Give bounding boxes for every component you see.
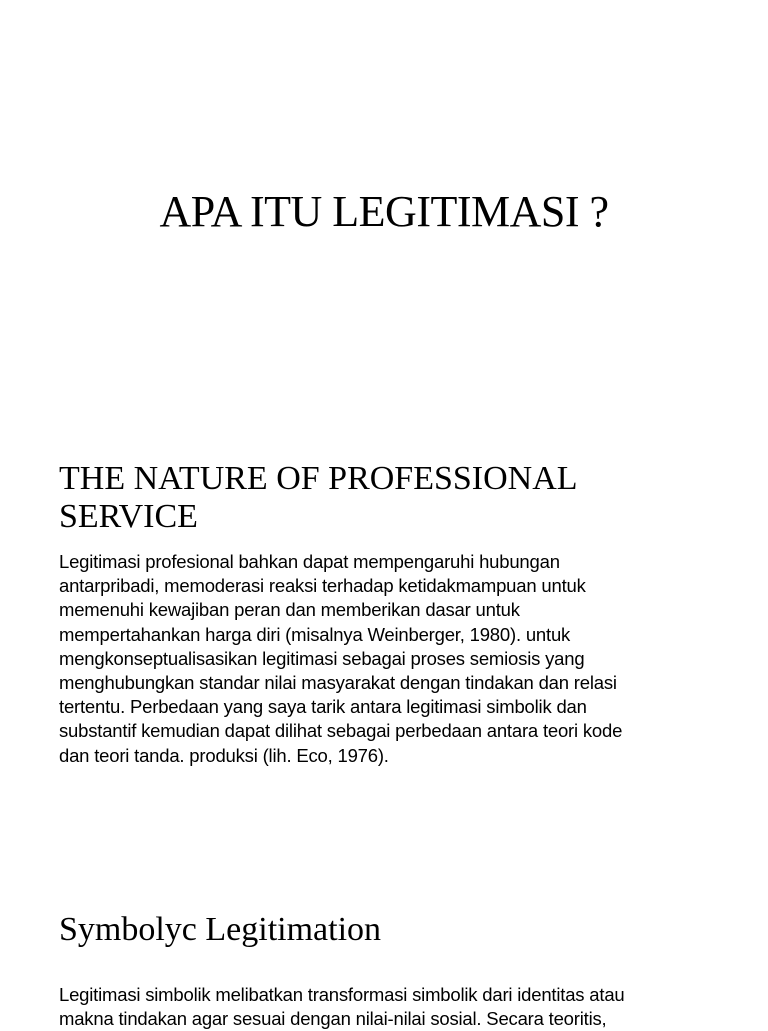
body-line: mengkonseptualisasikan legitimasi sebagai proses semiosis yang (59, 647, 585, 669)
body-line: menghubungkan standar nilai masyarakat dengan tindakan dan relasi (59, 672, 617, 694)
body-line: dan teori tanda. produksi (lih. Eco, 1976). (59, 744, 389, 766)
body-line: tertentu. Perbedaan yang saya tarik antara legitimasi simbolik dan (59, 696, 587, 718)
body-line: makna tindakan agar sesuai dengan nilai-nilai sosial. Secara teoritis, (59, 1008, 607, 1030)
heading-line: THE NATURE OF PROFESSIONAL (59, 460, 578, 497)
body-line: mempertahankan harga diri (misalnya Weinberger, 1980). untuk (59, 623, 571, 645)
section-body-professional-service (59, 550, 719, 768)
section-heading-professional-service (59, 460, 719, 536)
body-line: antarpribadi, memoderasi reaksi terhadap ketidakmampuan untuk (59, 575, 586, 597)
section-heading-symbolic-legitimation (59, 911, 719, 949)
body-line: Legitimasi simbolik melibatkan transformasi simbolik dari identitas atau (59, 984, 625, 1005)
body-line: substantif kemudian dapat dilihat sebagai perbedaan antara teori kode (59, 720, 623, 742)
body-line: memenuhi kewajiban peran dan memberikan dasar untuk (59, 599, 520, 621)
heading-line: SERVICE (59, 498, 198, 535)
heading-line: Symbolyc Legitimation (59, 911, 382, 948)
body-line: Legitimasi profesional bahkan dapat mempengaruhi hubungan (59, 551, 560, 572)
slide-title: APA ITU LEGITIMASI ? (159, 187, 609, 236)
